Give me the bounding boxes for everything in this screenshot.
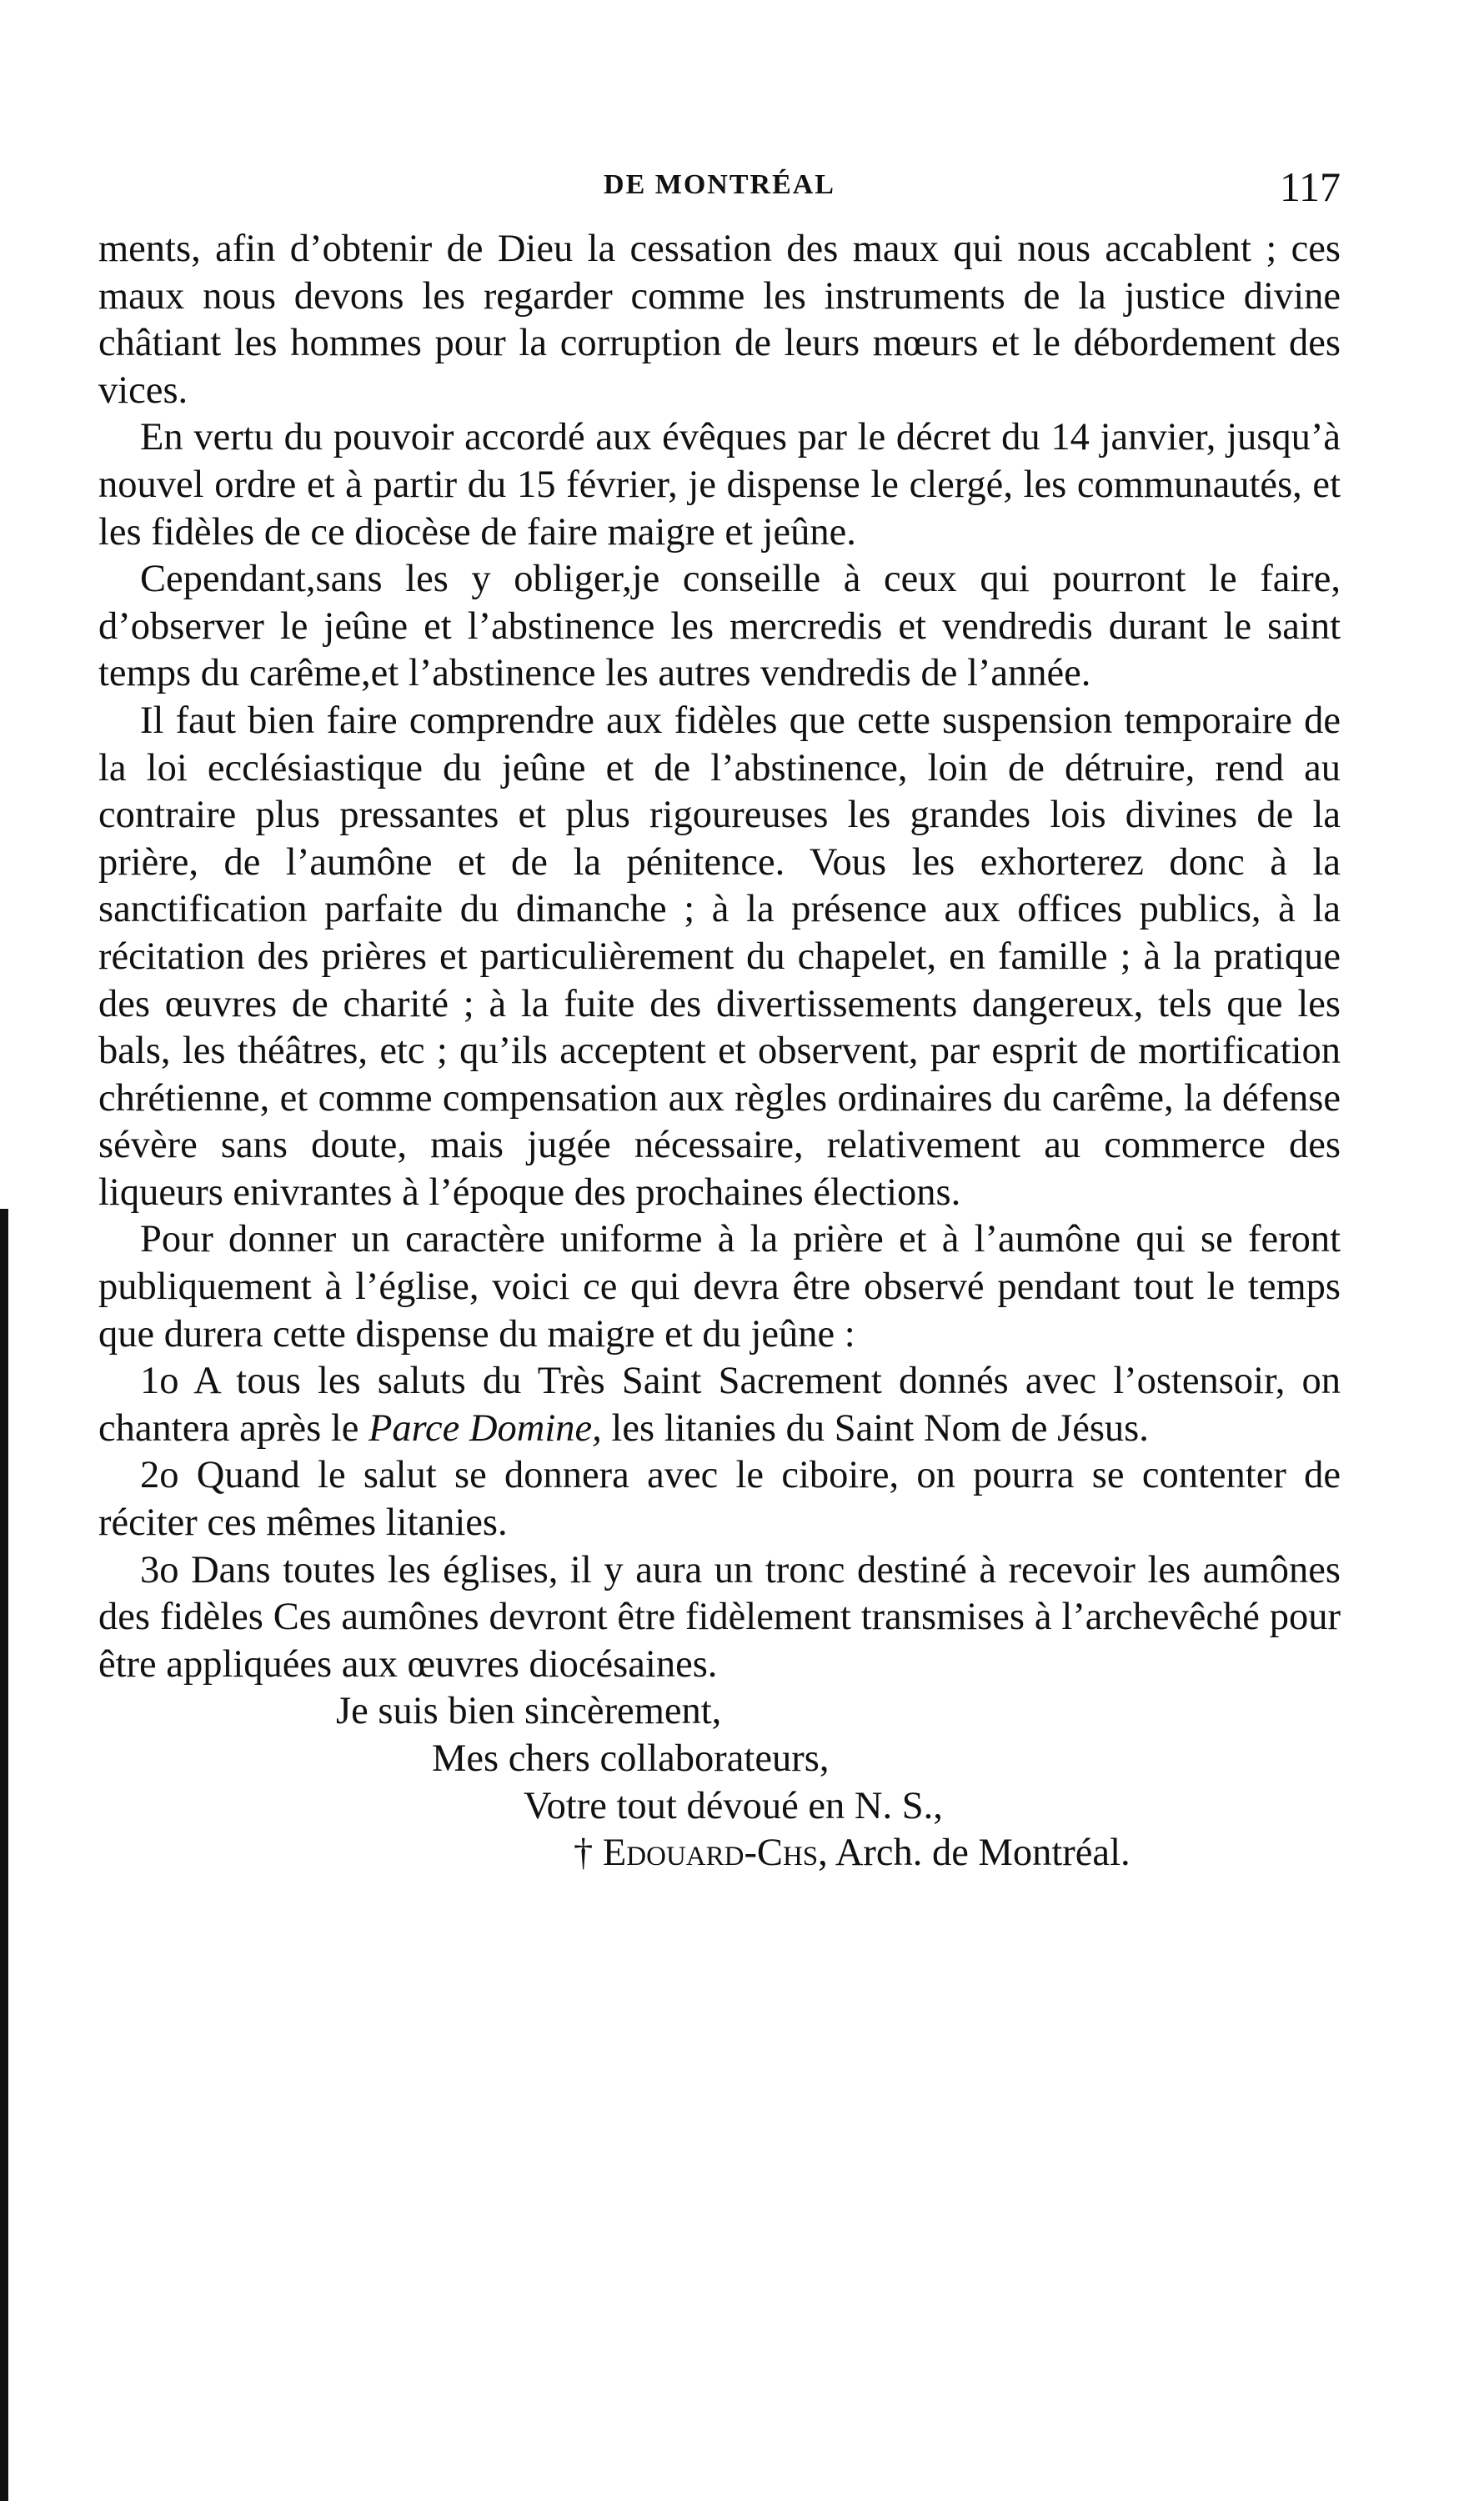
list-item-1 [98, 1358, 1341, 1452]
closing-line-3: Votre tout dévoué en N. S., [524, 1784, 943, 1827]
cross-mark: † [574, 1832, 594, 1875]
page-header [98, 163, 1341, 213]
closing-line-1: Je suis bien sincèrement, [336, 1690, 722, 1733]
paragraph-advice: Cependant,sans les y obliger,je conseille à ceux qui pourront le faire, d’observer le jeûne et l’abstinence les mercredis et vendredis durant le saint temps du carême,et l’abstinence les autres vendredis de l’année. [98, 558, 1341, 695]
list-item-2: 2o Quand le salut se donnera avec le ciboire, on pourra se contenter de réciter ces mêmes litanies. [98, 1454, 1341, 1545]
body-text [98, 226, 1341, 1688]
running-head: DE MONTRÉAL [604, 169, 835, 200]
page-number: 117 [1279, 163, 1341, 210]
paragraph-dispensation: En vertu du pouvoir accordé aux évêques par le décret du 14 janvier, jusqu’à nouvel ordre et à partir du 15 février, je dispense le clergé, les communautés, et les fidèles de ce diocèse de faire maigre et jeûne. [98, 416, 1341, 554]
list-item-1-text: 1o A tous les saluts du Très Saint Sacrement donnés avec l’ostensoir, on chantera après le [98, 1360, 1341, 1450]
list-item-1-text-end: les litanies du Saint Nom de Jésus. [601, 1406, 1149, 1450]
signature-line [574, 1830, 1341, 1877]
closing-block [98, 1688, 1341, 1877]
signature-title: Arch. de Montréal. [835, 1832, 1131, 1875]
list-item-3: 3o Dans toutes les églises, il y aura un tronc destiné à recevoir les aumônes des fidèles Ces aumônes devront être fidèlement transmises à l’archevêché pour être appliquées aux œuvres diocésaines. [98, 1548, 1341, 1686]
list-item-1-italic: Parce Domine, [368, 1406, 602, 1450]
closing-line-2: Mes chers collaborateurs, [432, 1737, 830, 1780]
signature-name: Edouard-Chs, [602, 1832, 828, 1875]
book-page [98, 163, 1341, 1877]
paragraph-prayer-instructions: Pour donner un caractère uniforme à la prière et à l’aumône qui se feront publiquement à l’église, voici ce qui devra être observé pendant tout le temps que durera cette dispense du maigre et du jeûne : [98, 1218, 1341, 1356]
page-edge-shadow [0, 1209, 8, 2501]
paragraph-exhortation: Il faut bien faire comprendre aux fidèles que cette suspension temporaire de la loi ecclésiastique du jeûne et de l’abstinence, loin de détruire, rend au contraire plus pressantes et plus rigoureuses les grandes lois divines de la prière, de l’aumône et de la pénitence. Vous les exhorterez donc à la sanctification parfaite du dimanche ; à la présence aux offices publics, à la récitation des prières et particulièrement du chapelet, en famille ; à la pratique des œuvres de charité ; à la fuite des divertissements dangereux, tels que les bals, les théâtres, etc ; qu’ils acceptent et observent, par esprit de mortification chrétienne, et comme compensation aux règles ordinaires du carême, la défense sévère sans doute, mais jugée nécessaire, relativement au commerce des liqueurs enivrantes à l’époque des prochaines élections. [98, 699, 1341, 1214]
paragraph-continuation: ments, afin d’obtenir de Dieu la cessation des maux qui nous accablent ; ces maux nous devons les regarder comme les instruments de la justice divine châtiant les hommes pour la corruption de leurs mœurs et le débordement des vices. [98, 228, 1341, 412]
